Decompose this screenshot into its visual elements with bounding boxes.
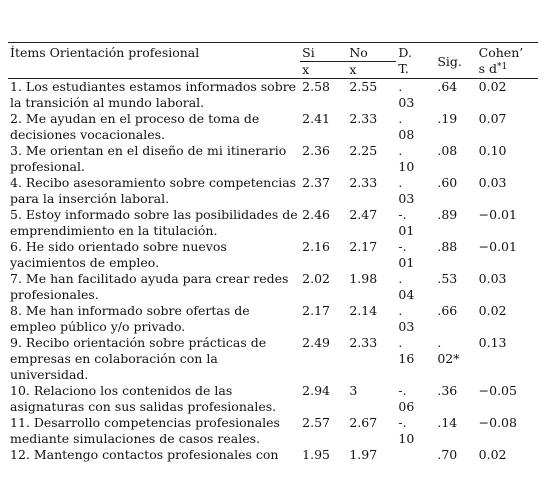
dt-value-line1: . (398, 111, 403, 126)
sig-value-line1: .14 (437, 415, 458, 430)
si-value: 2.16 (302, 239, 330, 254)
dt-value-line2: 03 (398, 319, 415, 334)
dt-value (396, 271, 435, 303)
sig-value (435, 271, 476, 303)
dt-value-line1: . (398, 79, 403, 94)
table-row (8, 207, 538, 239)
no-value: 2.33 (349, 335, 378, 350)
header-sig-label: Sig. (437, 53, 462, 69)
dt-value-line1: . (398, 175, 403, 190)
sig-value-line1: . (437, 335, 442, 350)
dt-value-line2: 06 (398, 399, 415, 414)
si-value: 2.41 (302, 111, 330, 126)
dt-value-line2: 04 (398, 287, 415, 302)
table-row (8, 335, 538, 383)
item-text: 7. Me han facilitado ayuda para crear redes profesionales. (10, 271, 289, 302)
no-value: 1.98 (349, 271, 378, 286)
dt-value (396, 239, 435, 271)
cohen-value: −0.05 (478, 383, 517, 398)
sig-value-line1: .19 (437, 111, 458, 126)
cohen-value: 0.02 (478, 303, 507, 318)
no-value: 2.14 (349, 303, 378, 318)
dt-value-line1: . (398, 303, 403, 318)
table-row (8, 447, 538, 463)
table-row (8, 383, 538, 415)
sig-value (435, 447, 476, 463)
si-value: 2.36 (302, 143, 330, 158)
dt-value-line1: . (398, 335, 403, 350)
header-item: Ítems Orientación profesional (8, 43, 300, 79)
header-si: Si (300, 43, 347, 62)
si-value: 2.94 (302, 383, 330, 398)
sig-value-line1: .88 (437, 239, 458, 254)
no-value: 3 (349, 383, 358, 398)
si-value: 2.58 (302, 79, 330, 94)
dt-value-line1: -. (398, 383, 407, 398)
subheader-si-mean (300, 62, 347, 79)
si-value: 2.37 (302, 175, 330, 190)
item-text: 12. Mantengo contactos profesionales con (10, 447, 279, 462)
cohen-value: 0.13 (478, 335, 507, 350)
dt-value-line1: . (398, 143, 403, 158)
dt-value (396, 383, 435, 415)
sig-value-line1: .60 (437, 175, 458, 190)
header-cohen-bottom: s d (478, 61, 498, 76)
subheader-no-mean (347, 62, 396, 79)
header-row (8, 43, 538, 62)
no-value: 2.25 (349, 143, 378, 158)
header-dt-top: D. (398, 45, 412, 60)
cohen-value: 0.02 (478, 79, 507, 94)
table-row (8, 271, 538, 303)
si-value: 2.46 (302, 207, 330, 222)
sig-value-line1: .08 (437, 143, 458, 158)
table-row (8, 79, 538, 112)
dt-value-line2: 16 (398, 351, 415, 366)
si-mean-symbol: $\overline{x}$ (302, 62, 310, 77)
sig-value-line2: 02* (437, 351, 460, 366)
cohen-value: −0.08 (478, 415, 517, 430)
dt-value-line2: 03 (398, 191, 415, 206)
table-row (8, 239, 538, 271)
item-text: 5. Estoy informado sobre las posibilidades de emprendimiento en la titulación. (10, 207, 298, 238)
dt-value (396, 303, 435, 335)
no-value: 1.97 (349, 447, 378, 462)
table-body (8, 79, 538, 464)
si-value: 2.17 (302, 303, 330, 318)
sig-value (435, 111, 476, 143)
no-value: 2.33 (349, 111, 378, 126)
table-row (8, 175, 538, 207)
dt-value (396, 207, 435, 239)
item-text: 4. Recibo asesoramiento sobre competencias para la inserción laboral. (10, 175, 297, 206)
cohen-value: 0.03 (478, 271, 507, 286)
item-text: 8. Me han informado sobre ofertas de empleo público y/o privado. (10, 303, 250, 334)
item-text: 9. Recibo orientación sobre prácticas de empresas en colaboración con la universidad. (10, 335, 267, 382)
si-value: 2.49 (302, 335, 330, 350)
item-text: 2. Me ayudan en el proceso de toma de decisiones vocacionales. (10, 111, 260, 142)
dt-value-line2: 01 (398, 255, 415, 270)
header-no: No (347, 43, 396, 62)
dt-value-line1: -. (398, 239, 407, 254)
sig-value (435, 335, 476, 383)
table-row (8, 415, 538, 447)
dt-value-line2: 03 (398, 95, 415, 110)
no-value: 2.55 (349, 79, 378, 94)
sig-value (435, 79, 476, 112)
sig-value (435, 143, 476, 175)
cohen-value: −0.01 (478, 239, 517, 254)
dt-value (396, 79, 435, 112)
cohen-value: 0.07 (478, 111, 507, 126)
cohen-value: 0.03 (478, 175, 507, 190)
si-value: 1.95 (302, 447, 330, 462)
header-cohen-top: Cohen’ (478, 45, 524, 60)
cohen-value: −0.01 (478, 207, 517, 222)
no-value: 2.47 (349, 207, 378, 222)
sig-value-line1: .70 (437, 447, 458, 462)
sig-value (435, 207, 476, 239)
dt-value-line1: -. (398, 207, 407, 222)
item-text: 6. He sido orientado sobre nuevos yacimientos de empleo. (10, 239, 227, 270)
item-text: 10. Relaciono los contenidos de las asignaturas con sus salidas profesionales. (10, 383, 277, 414)
dt-value (396, 143, 435, 175)
si-value: 2.57 (302, 415, 330, 430)
no-value: 2.67 (349, 415, 378, 430)
sig-value (435, 415, 476, 447)
sig-value (435, 175, 476, 207)
dt-value-line2: 10 (398, 431, 415, 446)
dt-value (396, 111, 435, 143)
si-value: 2.02 (302, 271, 330, 286)
cohen-value: 0.10 (478, 143, 507, 158)
item-text: 11. Desarrollo competencias profesionales mediante simulaciones de casos reales. (10, 415, 280, 446)
table-row (8, 143, 538, 175)
table-row (8, 303, 538, 335)
dt-value (396, 447, 435, 463)
dt-value-line1: . (398, 271, 403, 286)
results-table (8, 42, 538, 463)
item-text: 3. Me orientan en el diseño de mi itinerario profesional. (10, 143, 287, 174)
no-mean-symbol: $\overline{x}$ (349, 62, 357, 77)
header-dt (396, 43, 435, 79)
dt-value-line2: 10 (398, 159, 415, 174)
sig-value (435, 383, 476, 415)
header-cohen-sup: *1 (497, 62, 508, 72)
dt-value (396, 415, 435, 447)
header-sig (435, 43, 476, 79)
cohen-value: 0.02 (478, 447, 507, 462)
sig-value-line1: .66 (437, 303, 458, 318)
no-value: 2.33 (349, 175, 378, 190)
dt-value (396, 335, 435, 383)
dt-value (396, 175, 435, 207)
sig-value (435, 303, 476, 335)
sig-value-line1: .53 (437, 271, 458, 286)
sig-value-line1: .64 (437, 79, 458, 94)
dt-value-line2: 01 (398, 223, 415, 238)
dt-value-line2: 08 (398, 127, 415, 142)
sig-value-line1: .36 (437, 383, 458, 398)
sig-value (435, 239, 476, 271)
sig-value-line1: .89 (437, 207, 458, 222)
header-dt-bottom: T. (398, 61, 409, 76)
table-row (8, 111, 538, 143)
header-cohen (477, 43, 538, 79)
dt-value-line1: -. (398, 415, 407, 430)
no-value: 2.17 (349, 239, 378, 254)
item-text: 1. Los estudiantes estamos informados sobre la transición al mundo laboral. (10, 79, 297, 110)
